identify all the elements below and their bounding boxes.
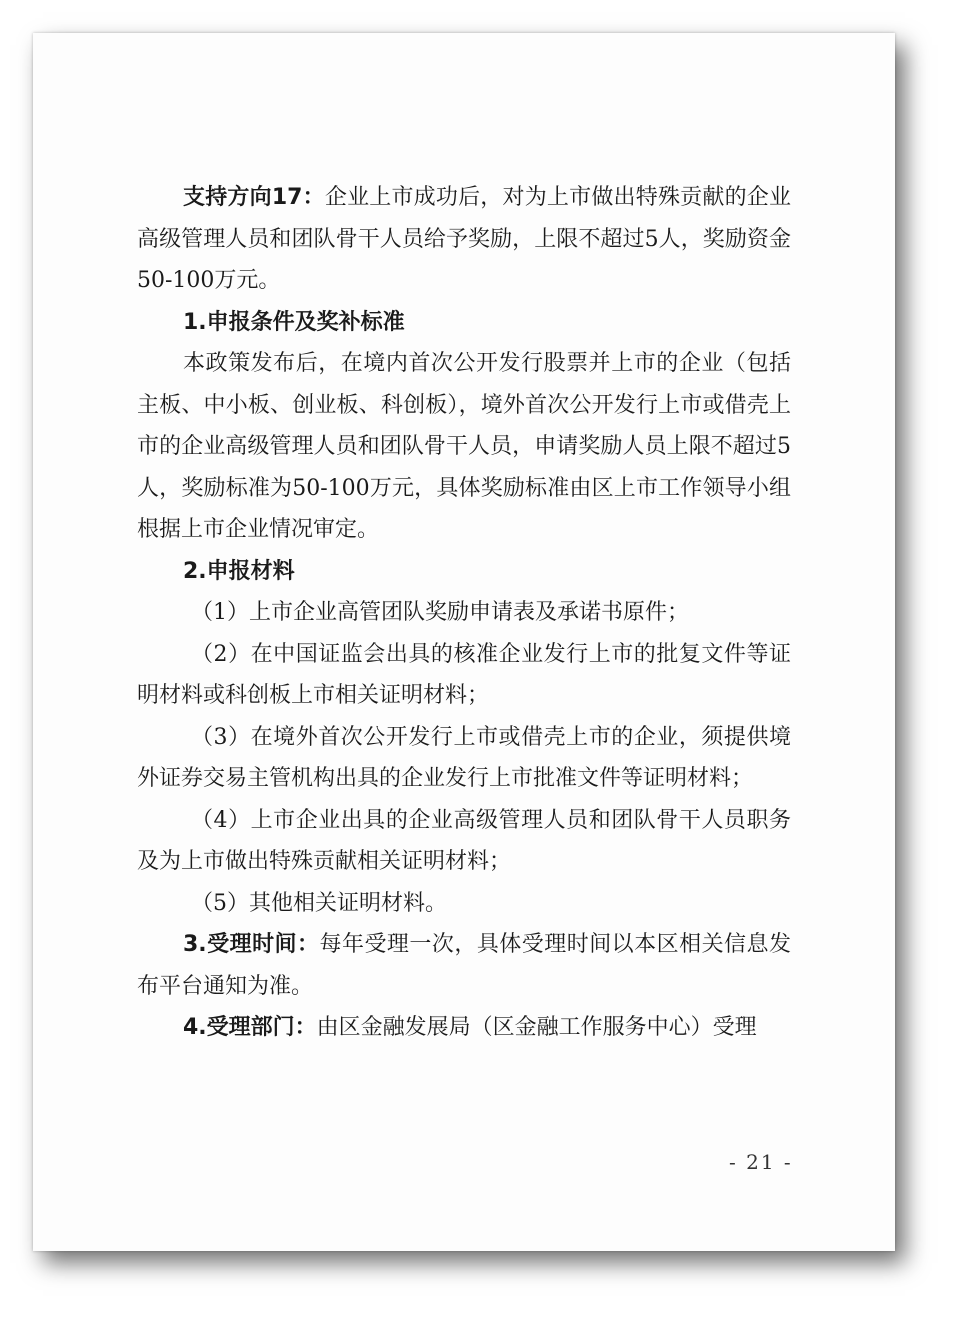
section-4-heading: 4.受理部门： (183, 1015, 317, 1040)
support-direction-paragraph (137, 177, 791, 302)
material-item-1: （1）上市企业高管团队奖励申请表及承诺书原件； (191, 600, 689, 625)
section-4-paragraph (137, 1007, 791, 1049)
section-3-heading: 3.受理时间： (183, 932, 320, 957)
section-4-text: 由区金融发展局（区金融工作服务中心）受理 (316, 1015, 757, 1040)
material-item-2: （2）在中国证监会出具的核准企业发行上市的批复文件等证明材料或科创板上市相关证明材料； (137, 641, 791, 708)
material-item-3: （3）在境外首次公开发行上市或借壳上市的企业，须提供境外证券交易主管机构出具的企业发行上市批准文件等证明材料； (137, 724, 791, 791)
page-content (137, 177, 791, 1049)
section-3-text: 每年受理一次，具体受理时间以本区相关信息发布平台通知为准。 (137, 932, 791, 999)
section-1-body: 本政策发布后，在境内首次公开发行股票并上市的企业（包括主板、中小板、创业板、科创板），境外首次公开发行上市或借壳上市的企业高级管理人员和团队骨干人员，申请奖励人员上限不超过5人，奖励标准为50-100万元，具体奖励标准由区上市工作领导小组根据上市企业情况审定。 (137, 351, 791, 542)
support-direction-text: 企业上市成功后，对为上市做出特殊贡献的企业高级管理人员和团队骨干人员给予奖励，上限不超过5人，奖励资金50-100万元。 (137, 185, 791, 293)
support-direction-heading: 支持方向17： (183, 185, 325, 210)
page-number: - 21 - (729, 1150, 793, 1174)
section-1-heading: 1.申报条件及奖补标准 (183, 309, 405, 335)
section-3-paragraph (137, 924, 791, 1007)
material-item-4: （4）上市企业出具的企业高级管理人员和团队骨干人员职务及为上市做出特殊贡献相关证明材料； (137, 807, 791, 874)
document-page (33, 33, 895, 1251)
section-2-heading: 2.申报材料 (183, 558, 295, 584)
material-item-5: （5）其他相关证明材料。 (191, 890, 447, 916)
